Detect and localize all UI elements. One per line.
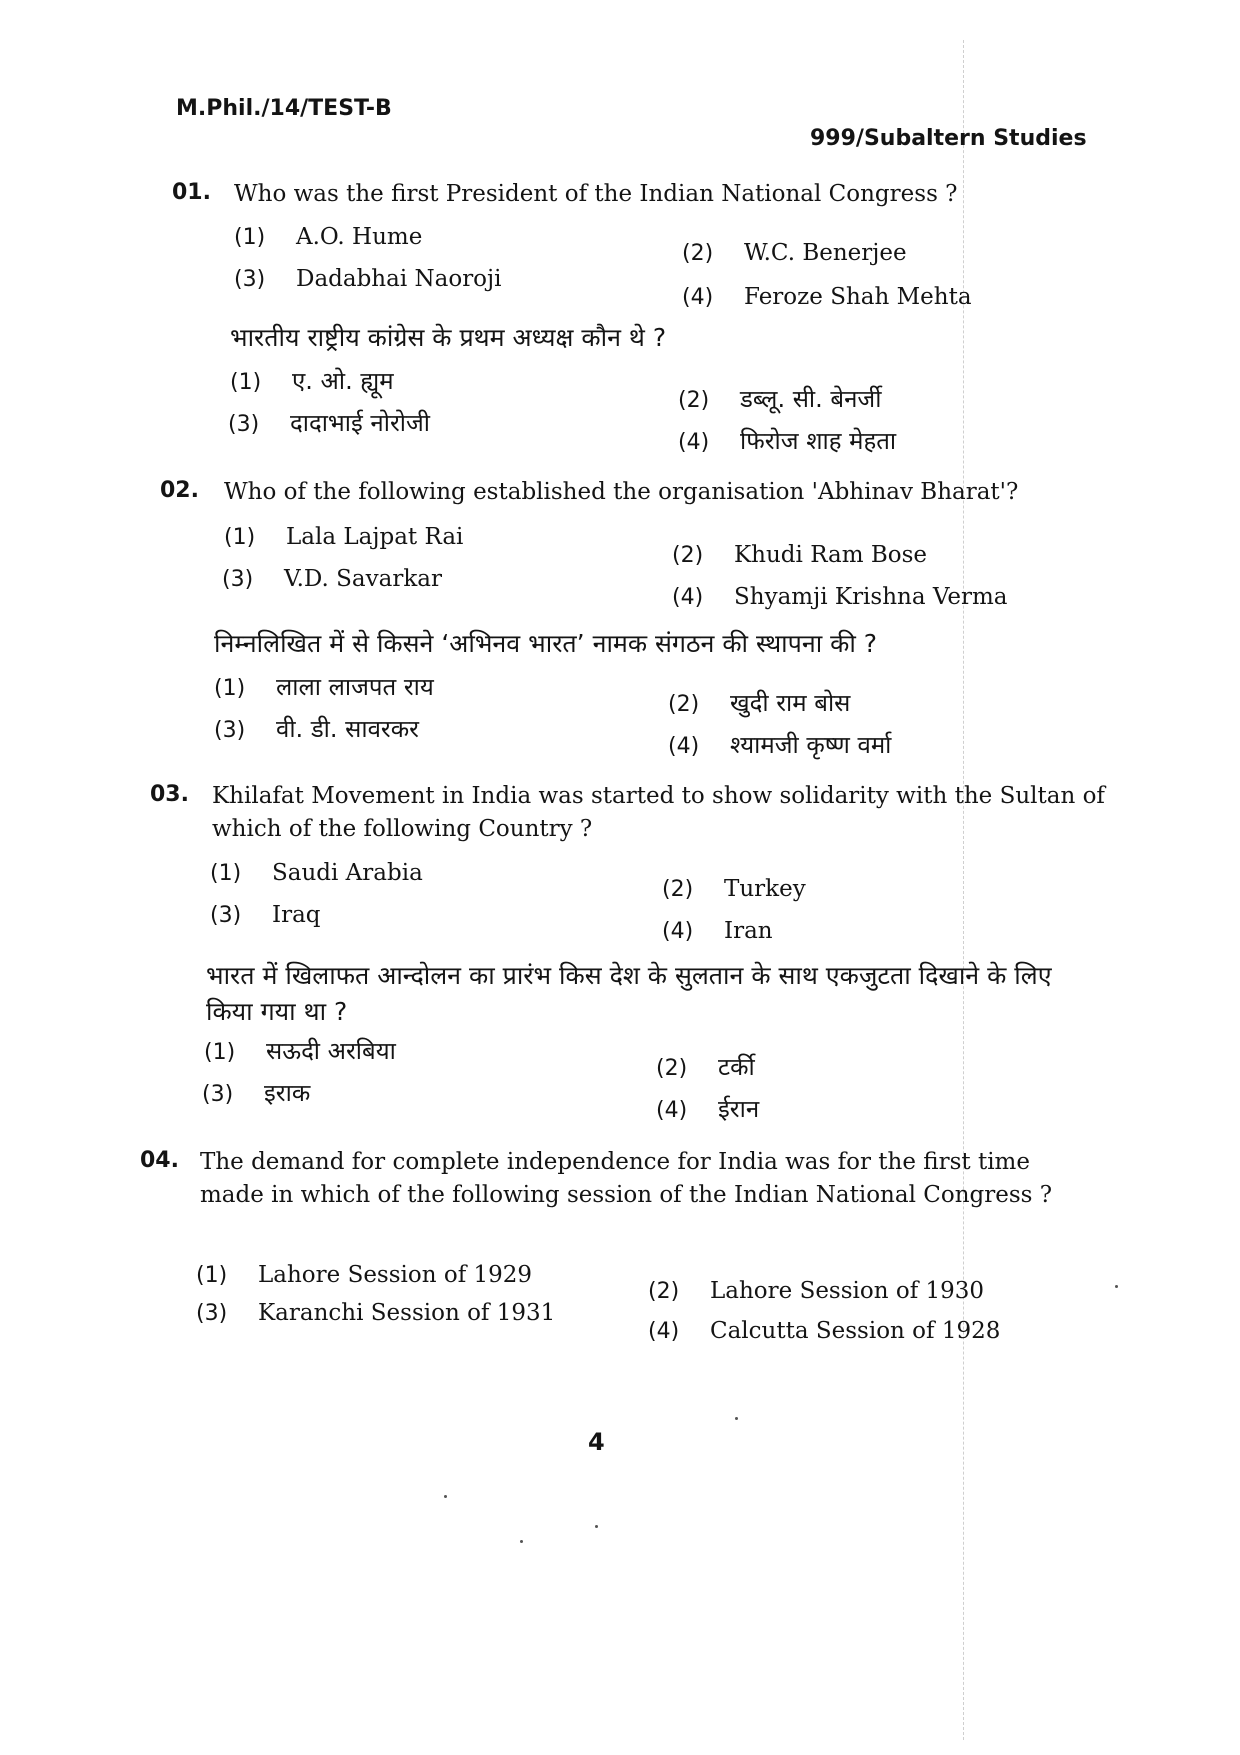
option-2-hi: (2) डब्लू. सी. बेनर्जी (678, 385, 882, 413)
question-text-hi: भारत में खिलाफत आन्दोलन का प्रारंभ किस देश के सुलतान के साथ एकजुटता दिखाने के लिए किया गया था ? (206, 961, 1052, 1026)
question-number: 04. (140, 1148, 179, 1173)
option-3-hi: (3) इराक (202, 1079, 311, 1107)
option-2-en: (2) W.C. Benerjee (682, 240, 907, 266)
option-3-en: (3) Karanchi Session of 1931 (196, 1300, 556, 1326)
option-3-en: (3) V.D. Savarkar (222, 566, 442, 592)
option-2-hi: (2) टर्की (656, 1053, 755, 1081)
scan-speck (1115, 1285, 1118, 1288)
scan-speck (735, 1417, 738, 1420)
subject-title: 999/Subaltern Studies (810, 126, 1087, 151)
option-4-hi: (4) ईरान (656, 1095, 760, 1123)
question-text-en: Who of the following established the organisation 'Abhinav Bharat'? (224, 479, 1019, 505)
option-2-en: (2) Khudi Ram Bose (672, 542, 928, 568)
question-text-hi: भारतीय राष्ट्रीय कांग्रेस के प्रथम अध्यक्ष कौन थे ? (230, 323, 667, 352)
option-4-hi: (4) फिरोज शाह मेहता (678, 427, 897, 455)
question-text-en: Khilafat Movement in India was started to show solidarity with the Sultan of which of the following Country ? (212, 783, 1105, 842)
option-1-en: (1) Lahore Session of 1929 (196, 1262, 533, 1288)
question-number: 01. (172, 180, 211, 205)
scan-speck (520, 1540, 523, 1543)
option-1-hi: (1) लाला लाजपत राय (214, 673, 434, 701)
question-text-hi: निम्नलिखित में से किसने ‘अभिनव भारत’ नामक संगठन की स्थापना की ? (214, 629, 878, 658)
question-text-en: The demand for complete independence for India was for the first time made in which of the following session of the Indian National Congress ? (200, 1149, 1053, 1208)
page-number: 4 (588, 1428, 605, 1456)
option-4-hi: (4) श्यामजी कृष्ण वर्मा (668, 731, 892, 759)
option-3-hi: (3) दादाभाई नोरोजी (228, 409, 431, 437)
option-1-hi: (1) ए. ओ. ह्यूम (230, 367, 394, 395)
question-number: 03. (150, 782, 189, 807)
option-3-en: (3) Dadabhai Naoroji (234, 266, 502, 292)
option-1-en: (1) Lala Lajpat Rai (224, 524, 464, 550)
paper-code: M.Phil./14/TEST-B (176, 96, 392, 121)
option-2-hi: (2) खुदी राम बोस (668, 689, 851, 717)
question-number: 02. (160, 478, 199, 503)
question-text-en: Who was the first President of the Indian National Congress ? (234, 181, 958, 207)
option-3-en: (3) Iraq (210, 902, 321, 928)
option-4-en: (4) Feroze Shah Mehta (682, 284, 972, 310)
option-3-hi: (3) वी. डी. सावरकर (214, 715, 419, 743)
option-1-en: (1) Saudi Arabia (210, 860, 423, 886)
option-4-en: (4) Calcutta Session of 1928 (648, 1318, 1001, 1344)
option-4-en: (4) Shyamji Krishna Verma (672, 584, 1008, 610)
option-2-en: (2) Turkey (662, 876, 806, 902)
scan-speck (595, 1525, 598, 1528)
option-2-en: (2) Lahore Session of 1930 (648, 1278, 985, 1304)
option-4-en: (4) Iran (662, 918, 773, 944)
option-1-en: (1) A.O. Hume (234, 224, 423, 250)
scan-speck (444, 1495, 447, 1498)
option-1-hi: (1) सऊदी अरबिया (204, 1037, 396, 1065)
